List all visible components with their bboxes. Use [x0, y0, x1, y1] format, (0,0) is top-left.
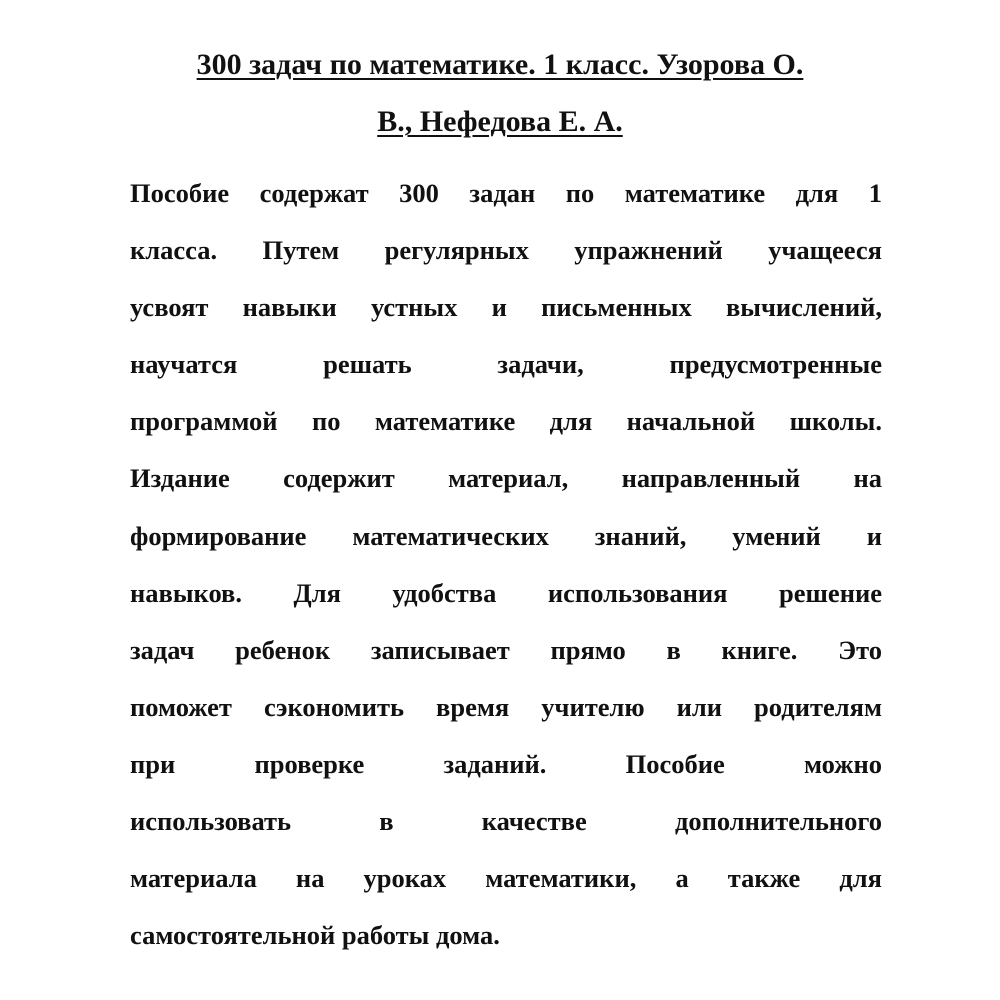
body-line-3: усвоят навыки устных и письменных вычислений,	[130, 292, 882, 323]
document-title	[100, 36, 900, 150]
title-line-1: 300 задач по математике. 1 класс. Узорова О.	[196, 48, 804, 81]
title-line-2: В., Нефедова Е. А.	[377, 105, 623, 138]
body-line-10: поможет сэкономить время учителю или родителям	[130, 691, 882, 722]
body-line-7: формирование математических знаний, умений и	[130, 520, 882, 551]
body-line-8: навыков. Для удобства использования решение	[130, 577, 882, 608]
body-line-2: класса. Путем регулярных упражнений учащееся	[130, 235, 882, 266]
body-line-6: Издание содержит материал, направленный на	[130, 463, 882, 494]
body-line-5: программой по математике для начальной школы.	[130, 406, 882, 437]
body-line-4: научатся решать задачи, предусмотренные	[130, 349, 882, 380]
body-line-13: материала на уроках математики, а также для	[130, 863, 882, 894]
body-line-1: Пособие содержат 300 задан по математике для 1	[130, 178, 882, 208]
body-line-14: самостоятельной работы дома.	[130, 920, 500, 951]
body-line-9: задач ребенок записывает прямо в книге. Это	[130, 634, 882, 665]
document-body	[130, 165, 882, 964]
body-line-11: при проверке заданий. Пособие можно	[130, 748, 882, 779]
body-line-12: использовать в качестве дополнительного	[130, 806, 882, 837]
